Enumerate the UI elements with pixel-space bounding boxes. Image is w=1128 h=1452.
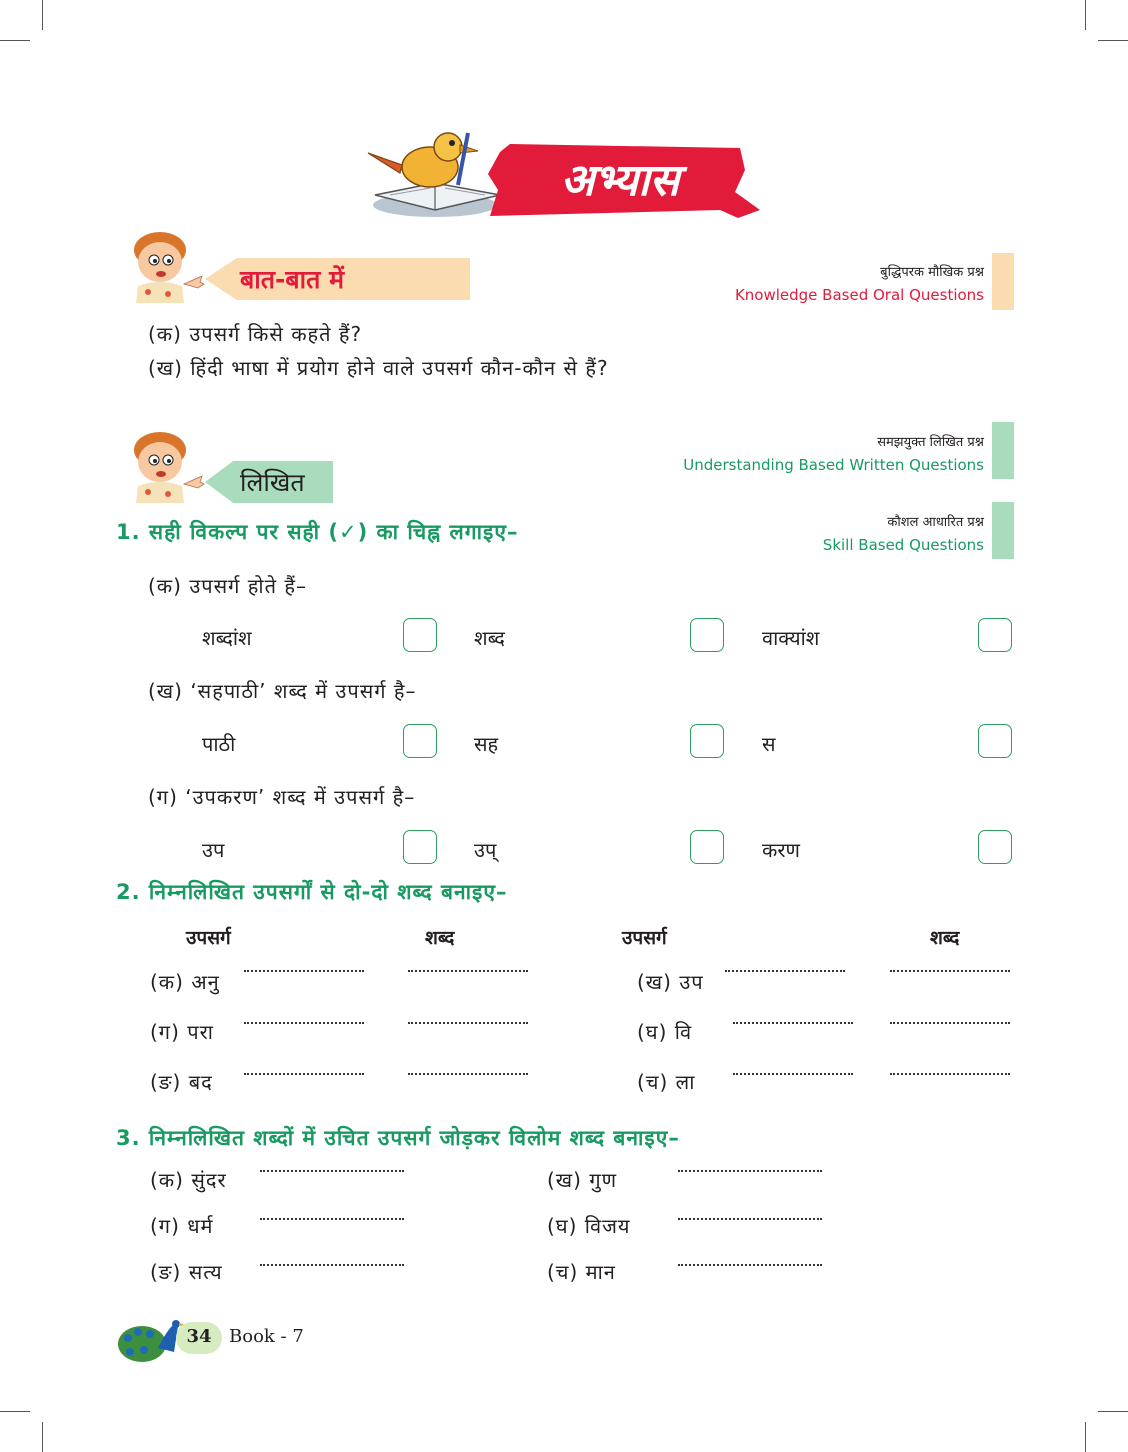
q2-header-prefix-2: उपसर्ग: [622, 927, 667, 949]
q1-a-option-3: वाक्यांश: [762, 626, 820, 650]
written-side1-hindi: समझयुक्त लिखित प्रश्न: [877, 435, 984, 450]
q1-part-c-stem: (ग) ‘उपकरण’ शब्द में उपसर्ग है–: [148, 785, 416, 809]
q1-c-checkbox-1[interactable]: [403, 830, 437, 864]
written-side2-english: Skill Based Questions: [822, 536, 984, 554]
q2-blank[interactable]: [733, 1073, 853, 1075]
q1-b-checkbox-3[interactable]: [978, 724, 1012, 758]
oral-question-1: (क) उपसर्ग किसे कहते हैं?: [148, 322, 363, 346]
page-number: 34: [186, 1326, 212, 1347]
q3-blank[interactable]: [678, 1264, 822, 1266]
page-title: अभ्यास: [560, 155, 680, 206]
boy-cartoon-icon: [128, 228, 208, 303]
written-side1-english: Understanding Based Written Questions: [683, 456, 984, 474]
q2-header-word-2: शब्द: [930, 927, 960, 949]
oral-side-tab: [992, 253, 1014, 310]
q1-b-option-2: सह: [474, 732, 499, 756]
q3-blank[interactable]: [678, 1170, 822, 1172]
q1-c-checkbox-3[interactable]: [978, 830, 1012, 864]
q1-b-option-1: पाठी: [202, 732, 236, 756]
q2-blank[interactable]: [890, 1073, 1010, 1075]
q1-a-option-2: शब्द: [474, 626, 505, 650]
q1-part-a-stem: (क) उपसर्ग होते हैं–: [148, 574, 307, 598]
q2-blank[interactable]: [244, 1022, 364, 1024]
q2-header-word-1: शब्द: [425, 927, 455, 949]
oral-side-hindi: बुद्धिपरक मौखिक प्रश्न: [880, 265, 984, 280]
q3-row-1-left: (क) सुंदर: [150, 1168, 227, 1192]
q2-blank[interactable]: [890, 970, 1010, 972]
q2-header-prefix-1: उपसर्ग: [186, 927, 231, 949]
written-side2-tab: [992, 502, 1014, 559]
q3-blank[interactable]: [260, 1170, 404, 1172]
q2-row-3-left: (ङ) बद: [150, 1070, 213, 1094]
q2-row-2-left: (ग) परा: [150, 1020, 214, 1044]
written-side1-tab: [992, 422, 1014, 479]
q2-blank[interactable]: [244, 970, 364, 972]
q2-row-3-right: (च) ला: [637, 1070, 696, 1094]
q1-title: 1. सही विकल्प पर सही (✓) का चिह्न लगाइए–: [116, 520, 519, 544]
boy-cartoon-icon: [128, 428, 208, 503]
q1-c-checkbox-2[interactable]: [690, 830, 724, 864]
q1-part-b-stem: (ख) ‘सहपाठी’ शब्द में उपसर्ग है–: [148, 679, 417, 703]
q1-b-option-3: स: [762, 732, 776, 756]
oral-banner-label: बात-बात में: [240, 265, 345, 294]
q2-title: 2. निम्नलिखित उपसर्गों से दो-दो शब्द बनाइए–: [116, 880, 508, 904]
q1-c-option-2: उप्: [474, 838, 497, 862]
q3-row-3-right: (च) मान: [547, 1260, 616, 1284]
q2-blank[interactable]: [244, 1073, 364, 1075]
book-label: Book - 7: [229, 1326, 304, 1347]
q1-a-checkbox-1[interactable]: [403, 618, 437, 652]
q1-a-checkbox-3[interactable]: [978, 618, 1012, 652]
q3-blank[interactable]: [260, 1264, 404, 1266]
q2-row-2-right: (घ) वि: [637, 1020, 693, 1044]
q3-row-3-left: (ङ) सत्य: [150, 1260, 223, 1284]
written-side2-hindi: कौशल आधारित प्रश्न: [887, 515, 984, 530]
oral-question-2: (ख) हिंदी भाषा में प्रयोग होने वाले उपसर्ग कौन-कौन से हैं?: [148, 356, 609, 380]
q3-blank[interactable]: [260, 1218, 404, 1220]
q1-a-checkbox-2[interactable]: [690, 618, 724, 652]
q1-a-option-1: शब्दांश: [202, 626, 252, 650]
q2-blank[interactable]: [733, 1022, 853, 1024]
q3-row-1-right: (ख) गुण: [547, 1168, 618, 1192]
q2-blank[interactable]: [408, 1022, 528, 1024]
q3-blank[interactable]: [678, 1218, 822, 1220]
q2-blank[interactable]: [408, 970, 528, 972]
q1-b-checkbox-2[interactable]: [690, 724, 724, 758]
q1-c-option-1: उप: [202, 838, 225, 862]
q2-blank[interactable]: [725, 970, 845, 972]
q3-row-2-left: (ग) धर्म: [150, 1214, 214, 1238]
q3-row-2-right: (घ) विजय: [547, 1214, 631, 1238]
q1-c-option-3: करण: [762, 838, 800, 862]
q2-blank[interactable]: [890, 1022, 1010, 1024]
q3-title: 3. निम्नलिखित शब्दों में उचित उपसर्ग जोड़कर विलोम शब्द बनाइए–: [116, 1126, 680, 1150]
q1-b-checkbox-1[interactable]: [403, 724, 437, 758]
written-banner-label: लिखित: [240, 468, 305, 497]
q2-row-1-right: (ख) उप: [637, 970, 704, 994]
q2-blank[interactable]: [408, 1073, 528, 1075]
oral-side-english: Knowledge Based Oral Questions: [734, 286, 984, 304]
q2-row-1-left: (क) अनु: [150, 970, 220, 994]
